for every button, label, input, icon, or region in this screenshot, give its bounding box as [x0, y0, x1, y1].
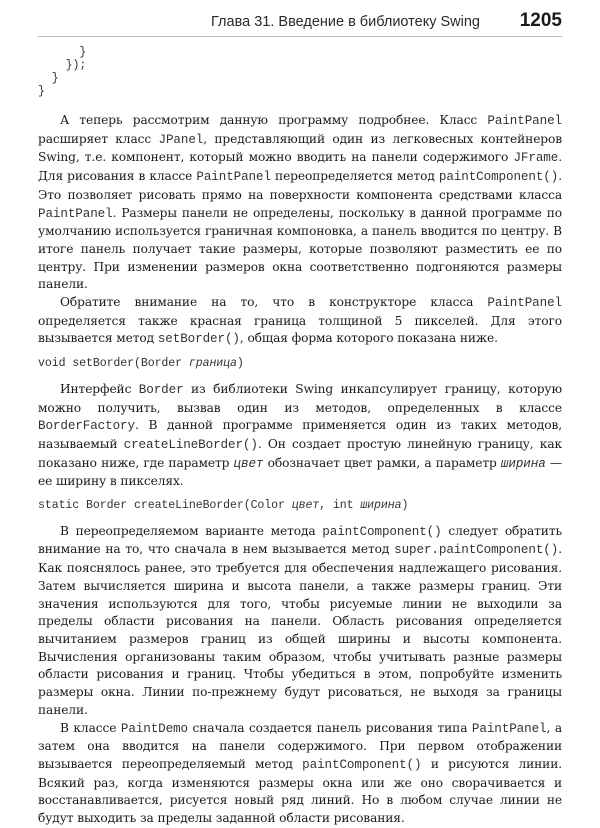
code-set-border: void setBorder(Border граница): [38, 357, 244, 371]
paragraph-4: В переопределяемом варианте метода paintComponent() следует обратить внимание на то, что сначала в нем вызывается метод super.paintComponent(). Как пояснялось ранее, это требуется для обеспечения надлежащего рисования. Затем вычисляется ширина и высота панели, а также размеры границ. Эти значения используются для того, чтобы рисуемые линии не выходили за пределы области рисования на панели. Область рисования определяется вычитанием размеров границ из общей ширины и высоты компонента. Вычисления организованы таким образом, чтобы учитывать разные размеры области рисования и границ. Чтобы убедиться в этом, попробуйте изменить размеры окна. Линии по-прежнему будут рисоваться, не выходя за границы панели.: [38, 523, 563, 717]
paragraph-3: Интерфейс Border из библиотеки Swing инкапсулирует границу, которую можно получить, вызвав один из методов, определенных в классе BorderFactory. В данной программе применяется один из таких методов, называемый createLineBorder(). Он создает простую линейную границу, как показано ниже, где параметр цвет обозначает цвет рамки, а параметр ширина — ее ширину в пикселях.: [38, 381, 563, 489]
page-header: [38, 10, 562, 37]
code-listing-end: } }); } }: [38, 46, 87, 98]
body-text: [38, 112, 562, 828]
paragraph-5: В классе PaintDemo сначала создается панель рисования типа PaintPanel, а затем она вводится на панели содержимого. При первом отображении вызывается переопределяемый метод paintComponent() и рисуются линии. Всякий раз, когда изменяются размеры окна или же оно сворачивается и восстанавливается, рисуется новый ряд линий. Но в любом случае линии не будут выходить за пределы заданной области рисования.: [38, 720, 562, 826]
chapter-title: Глава 31. Введение в библиотеку Swing: [211, 14, 480, 30]
page-number: 1205: [519, 10, 562, 31]
paragraph-1: А теперь рассмотрим данную программу подробнее. Класс PaintPanel расширяет класс JPanel, представляющий один из легковесных контейнеров Swing, т.е. компонент, который можно вводить на панели содержимого JFrame. Для рисования в классе PaintPanel переопределяется метод paintComponent(). Это позволяет рисовать прямо на поверхности компонента средствами класса PaintPanel. Размеры панели не определены, поскольку в данной программе по умолчанию используется граничная компоновка, а панель вводится по центру. В итоге панель получает такие размеры, которые позволяют разместить ее по центру. При изменении размеров окна соответственно подгоняются размеры панели.: [38, 113, 563, 292]
code-create-line-border: static Border createLineBorder(Color цвет, int ширина): [38, 499, 409, 513]
paragraph-2: Обратите внимание на то, что в конструкторе класса PaintPanel определяется также красная граница толщиной 5 пикселей. Для этого вызывается метод setBorder(), общая форма которого показана ниже.: [38, 295, 562, 347]
